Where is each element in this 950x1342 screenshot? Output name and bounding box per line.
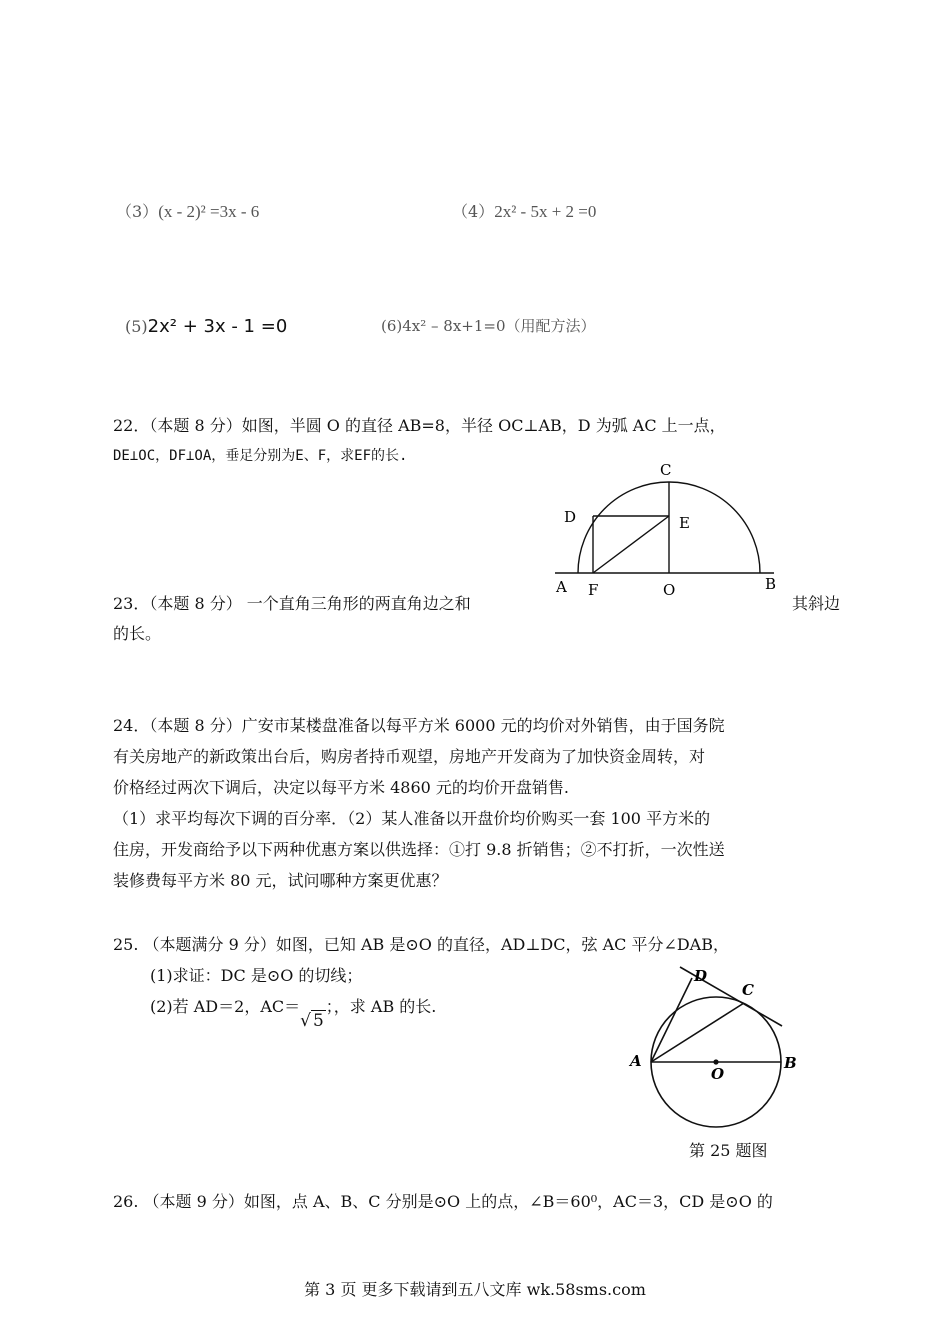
segment-ef — [593, 516, 669, 573]
equation-6-label: (6) — [381, 317, 403, 335]
label-a: A — [556, 578, 567, 596]
center-dot — [713, 1059, 718, 1064]
question-23-line-1-right: 其斜边 — [791, 594, 840, 613]
question-24-line-5: 住房，开发商给予以下两种优惠方案以供选择：①打 9.8 折销售；②不打折，一次性送 — [113, 840, 725, 859]
question-24-line-2: 有关房地产的新政策出台后，购房者持币观望，房地产开发商为了加快资金周转，对 — [113, 747, 706, 766]
question-24-line-1: 24．（本题 8 分）广安市某楼盘准备以每平方米 6000 元的均价对外销售，由于国务院 — [113, 716, 725, 735]
question-23-line-2: 的长。 — [113, 624, 162, 643]
equation-4-body: 2x² - 5x + 2 =0 — [494, 202, 597, 221]
equation-6-body: 4x² – 8x+1=0（用配方法） — [402, 317, 596, 335]
figure-22-semicircle — [550, 455, 780, 605]
question-25-line-1: 25. （本题满分 9 分）如图，已知 AB 是⊙O 的直径，AD⊥DC，弦 AC 平分∠DAB， — [113, 935, 729, 954]
equation-4-label: （4） — [452, 202, 495, 221]
question-23-line-1-left: 23．（本题 8 分） 一个直角三角形的两直角边之和 — [113, 594, 471, 613]
label-d: D — [694, 967, 708, 985]
question-26-line-1: 26. （本题 9 分）如图，点 A、B、C 分别是⊙O 上的点，∠B＝60⁰，AC＝3，CD 是⊙O 的 — [113, 1192, 773, 1211]
label-b: B — [765, 575, 777, 593]
label-a: A — [630, 1052, 642, 1070]
label-e: E — [679, 514, 690, 532]
page-footer: 第 3 页 更多下载请到五八文库 wk.58sms.com — [304, 1280, 646, 1299]
question-24 — [113, 710, 838, 896]
equation-3-label: （3） — [116, 202, 159, 221]
equation-3-body: (x - 2)² =3x - 6 — [158, 202, 260, 221]
sqrt-5: √ 5 — [300, 1011, 324, 1031]
equation-5-label: (5) — [125, 317, 148, 336]
label-c: C — [742, 981, 754, 999]
figure-25-caption: 第 25 题图 — [689, 1141, 768, 1160]
equation-5 — [125, 311, 287, 343]
sqrt-radicand: 5 — [312, 1011, 324, 1031]
question-25-part-1: (1)求证：DC 是⊙O 的切线； — [150, 966, 363, 985]
question-25-part-2-a: (2)若 AD＝2，AC＝ — [150, 997, 301, 1016]
question-25-part-2-b: ；，求 AB 的长. — [325, 997, 437, 1016]
label-o: O — [663, 581, 676, 599]
label-b: B — [784, 1054, 797, 1072]
label-o: O — [711, 1065, 725, 1083]
equation-5-body: 2x² + 3x - 1 =0 — [147, 316, 288, 337]
question-22-line-2: DE⊥OC，DF⊥OA，垂足分别为E、F，求EF的长. — [113, 448, 408, 464]
label-d: D — [564, 508, 577, 526]
question-24-line-6: 装修费每平方米 80 元，试问哪种方案更优惠？ — [113, 871, 448, 890]
question-24-line-4: （1）求平均每次下调的百分率．（2）某人准备以开盘价均价购买一套 100 平方米的 — [113, 809, 711, 828]
question-24-line-3: 价格经过两次下调后，决定以每平方米 4860 元的均价开盘销售. — [113, 778, 569, 797]
equation-6 — [381, 310, 596, 342]
label-f: F — [588, 581, 599, 599]
question-25-part-2 — [150, 991, 437, 1031]
figure-25-circle — [620, 955, 810, 1135]
question-22-line-1: 22．（本题 8 分）如图，半圆 O 的直径 AB=8，半径 OC⊥AB，D 为弧 AC 上一点， — [113, 416, 726, 435]
equation-4 — [452, 196, 596, 228]
label-c: C — [660, 461, 672, 479]
equation-3 — [116, 196, 259, 228]
